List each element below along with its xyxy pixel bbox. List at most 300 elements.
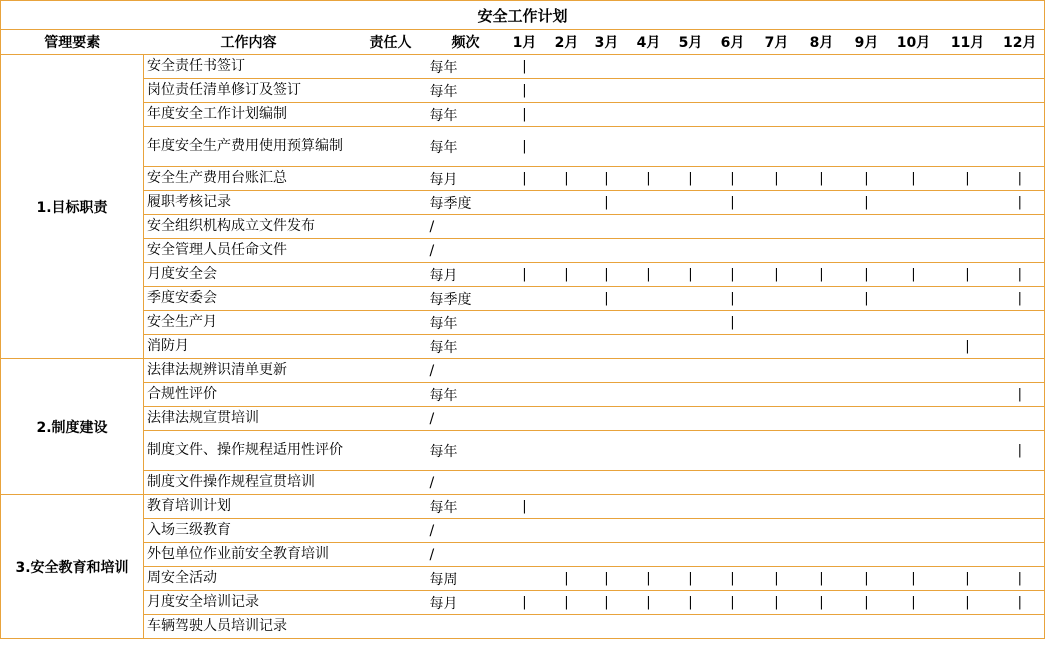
month-cell bbox=[846, 167, 888, 191]
month-cell bbox=[504, 127, 546, 167]
month-cell bbox=[710, 495, 756, 519]
work-content-cell: 履职考核记录 bbox=[144, 191, 354, 215]
month-cell bbox=[626, 543, 672, 567]
month-cell bbox=[672, 215, 710, 239]
month-cell bbox=[798, 311, 846, 335]
month-cell bbox=[504, 383, 546, 407]
month-cell bbox=[672, 383, 710, 407]
table-row bbox=[1, 287, 1045, 311]
header-month: 7月 bbox=[756, 30, 798, 55]
month-cell bbox=[798, 591, 846, 615]
table-row bbox=[1, 383, 1045, 407]
month-cell bbox=[546, 407, 588, 431]
owner-cell bbox=[354, 239, 428, 263]
work-content-cell: 季度安委会 bbox=[144, 287, 354, 311]
frequency-cell: 每周 bbox=[428, 567, 504, 591]
month-cell bbox=[710, 55, 756, 79]
month-cell bbox=[940, 335, 996, 359]
month-cell bbox=[588, 383, 626, 407]
month-cell bbox=[672, 471, 710, 495]
schedule-mark: | bbox=[604, 267, 609, 282]
month-cell bbox=[626, 359, 672, 383]
month-cell bbox=[546, 287, 588, 311]
header-element: 管理要素 bbox=[1, 30, 144, 55]
month-cell bbox=[996, 471, 1045, 495]
schedule-mark: | bbox=[1017, 571, 1022, 586]
schedule-mark: | bbox=[1017, 267, 1022, 282]
month-cell bbox=[996, 239, 1045, 263]
work-content-cell: 年度安全生产费用使用预算编制 bbox=[144, 127, 354, 167]
month-cell bbox=[626, 615, 672, 639]
month-cell bbox=[626, 471, 672, 495]
month-cell bbox=[888, 191, 940, 215]
month-cell bbox=[588, 263, 626, 287]
month-cell bbox=[672, 239, 710, 263]
month-cell bbox=[888, 471, 940, 495]
month-cell bbox=[672, 287, 710, 311]
month-cell bbox=[756, 359, 798, 383]
month-cell bbox=[756, 127, 798, 167]
frequency-cell: / bbox=[428, 407, 504, 431]
month-cell bbox=[940, 615, 996, 639]
month-cell bbox=[940, 471, 996, 495]
schedule-mark: | bbox=[730, 595, 735, 610]
month-cell bbox=[798, 543, 846, 567]
month-cell bbox=[940, 407, 996, 431]
month-cell bbox=[546, 567, 588, 591]
schedule-mark: | bbox=[864, 195, 869, 210]
month-cell bbox=[672, 495, 710, 519]
month-cell bbox=[888, 543, 940, 567]
month-cell bbox=[626, 239, 672, 263]
month-cell bbox=[940, 79, 996, 103]
table-row bbox=[1, 359, 1045, 383]
month-cell bbox=[846, 191, 888, 215]
owner-cell bbox=[354, 191, 428, 215]
month-cell bbox=[888, 383, 940, 407]
month-cell bbox=[756, 79, 798, 103]
month-cell bbox=[996, 591, 1045, 615]
month-cell bbox=[888, 55, 940, 79]
work-content-cell: 法律法规宣贯培训 bbox=[144, 407, 354, 431]
month-cell bbox=[888, 215, 940, 239]
month-cell bbox=[798, 167, 846, 191]
month-cell bbox=[888, 431, 940, 471]
month-cell bbox=[710, 311, 756, 335]
month-cell bbox=[798, 215, 846, 239]
month-cell bbox=[756, 519, 798, 543]
month-cell bbox=[546, 383, 588, 407]
month-cell bbox=[626, 167, 672, 191]
owner-cell bbox=[354, 383, 428, 407]
schedule-mark: | bbox=[730, 291, 735, 306]
month-cell bbox=[940, 311, 996, 335]
month-cell bbox=[940, 519, 996, 543]
month-cell bbox=[756, 407, 798, 431]
frequency-cell: 每年 bbox=[428, 127, 504, 167]
month-cell bbox=[798, 239, 846, 263]
group-label: 3.安全教育和培训 bbox=[1, 495, 144, 639]
month-cell bbox=[846, 215, 888, 239]
schedule-mark: | bbox=[564, 267, 569, 282]
month-cell bbox=[546, 127, 588, 167]
month-cell bbox=[546, 431, 588, 471]
frequency-cell: 每季度 bbox=[428, 287, 504, 311]
month-cell bbox=[940, 431, 996, 471]
month-cell bbox=[996, 519, 1045, 543]
schedule-mark: | bbox=[819, 595, 824, 610]
month-cell bbox=[504, 215, 546, 239]
header-month: 8月 bbox=[798, 30, 846, 55]
header-month: 2月 bbox=[546, 30, 588, 55]
month-cell bbox=[626, 191, 672, 215]
month-cell bbox=[940, 55, 996, 79]
frequency-cell: 每年 bbox=[428, 495, 504, 519]
month-cell bbox=[626, 127, 672, 167]
schedule-mark: | bbox=[1017, 443, 1022, 458]
schedule-mark: | bbox=[646, 595, 651, 610]
month-cell bbox=[504, 263, 546, 287]
month-cell bbox=[504, 79, 546, 103]
month-cell bbox=[588, 543, 626, 567]
schedule-mark: | bbox=[730, 571, 735, 586]
schedule-mark: | bbox=[688, 595, 693, 610]
month-cell bbox=[756, 495, 798, 519]
frequency-cell: 每月 bbox=[428, 167, 504, 191]
month-cell bbox=[710, 471, 756, 495]
schedule-mark: | bbox=[1017, 595, 1022, 610]
month-cell bbox=[546, 359, 588, 383]
month-cell bbox=[996, 191, 1045, 215]
schedule-mark: | bbox=[522, 107, 527, 122]
header-month: 9月 bbox=[846, 30, 888, 55]
month-cell bbox=[672, 103, 710, 127]
month-cell bbox=[672, 431, 710, 471]
month-cell bbox=[710, 167, 756, 191]
month-cell bbox=[588, 287, 626, 311]
header-content: 工作内容 bbox=[144, 30, 354, 55]
month-cell bbox=[546, 103, 588, 127]
schedule-mark: | bbox=[646, 171, 651, 186]
month-cell bbox=[996, 335, 1045, 359]
month-cell bbox=[846, 239, 888, 263]
month-cell bbox=[710, 383, 756, 407]
month-cell bbox=[888, 127, 940, 167]
work-content-cell: 月度安全会 bbox=[144, 263, 354, 287]
month-cell bbox=[846, 407, 888, 431]
schedule-mark: | bbox=[730, 315, 735, 330]
month-cell bbox=[546, 263, 588, 287]
schedule-mark: | bbox=[522, 499, 527, 514]
schedule-mark: | bbox=[774, 171, 779, 186]
month-cell bbox=[798, 103, 846, 127]
frequency-cell: 每年 bbox=[428, 55, 504, 79]
month-cell bbox=[504, 311, 546, 335]
month-cell bbox=[888, 519, 940, 543]
table-row bbox=[1, 471, 1045, 495]
owner-cell bbox=[354, 359, 428, 383]
table-row bbox=[1, 431, 1045, 471]
month-cell bbox=[756, 431, 798, 471]
month-cell bbox=[798, 191, 846, 215]
schedule-mark: | bbox=[646, 571, 651, 586]
owner-cell bbox=[354, 167, 428, 191]
month-cell bbox=[626, 79, 672, 103]
owner-cell bbox=[354, 431, 428, 471]
month-cell bbox=[888, 167, 940, 191]
month-cell bbox=[798, 407, 846, 431]
month-cell bbox=[756, 591, 798, 615]
month-cell bbox=[626, 335, 672, 359]
month-cell bbox=[798, 79, 846, 103]
work-content-cell: 教育培训计划 bbox=[144, 495, 354, 519]
owner-cell bbox=[354, 55, 428, 79]
month-cell bbox=[940, 359, 996, 383]
month-cell bbox=[940, 543, 996, 567]
work-content-cell: 安全生产月 bbox=[144, 311, 354, 335]
month-cell bbox=[846, 55, 888, 79]
month-cell bbox=[756, 287, 798, 311]
month-cell bbox=[940, 495, 996, 519]
owner-cell bbox=[354, 471, 428, 495]
month-cell bbox=[672, 191, 710, 215]
schedule-mark: | bbox=[774, 595, 779, 610]
header-month: 1月 bbox=[504, 30, 546, 55]
month-cell bbox=[588, 167, 626, 191]
work-content-cell: 年度安全工作计划编制 bbox=[144, 103, 354, 127]
month-cell bbox=[672, 55, 710, 79]
month-cell bbox=[756, 103, 798, 127]
month-cell bbox=[996, 287, 1045, 311]
month-cell bbox=[940, 567, 996, 591]
work-content-cell: 安全责任书签订 bbox=[144, 55, 354, 79]
table-row bbox=[1, 263, 1045, 287]
month-cell bbox=[504, 239, 546, 263]
month-cell bbox=[504, 287, 546, 311]
month-cell bbox=[996, 311, 1045, 335]
month-cell bbox=[626, 215, 672, 239]
month-cell bbox=[588, 103, 626, 127]
month-cell bbox=[940, 191, 996, 215]
month-cell bbox=[672, 591, 710, 615]
schedule-mark: | bbox=[965, 171, 970, 186]
schedule-mark: | bbox=[911, 267, 916, 282]
month-cell bbox=[588, 191, 626, 215]
month-cell bbox=[588, 407, 626, 431]
month-cell bbox=[626, 103, 672, 127]
month-cell bbox=[626, 567, 672, 591]
month-cell bbox=[672, 311, 710, 335]
month-cell bbox=[888, 407, 940, 431]
month-cell bbox=[504, 471, 546, 495]
table-row bbox=[1, 191, 1045, 215]
table-row bbox=[1, 567, 1045, 591]
month-cell bbox=[798, 615, 846, 639]
month-cell bbox=[710, 335, 756, 359]
month-cell bbox=[996, 55, 1045, 79]
month-cell bbox=[710, 615, 756, 639]
month-cell bbox=[798, 335, 846, 359]
month-cell bbox=[626, 495, 672, 519]
month-cell bbox=[940, 215, 996, 239]
month-cell bbox=[846, 103, 888, 127]
schedule-mark: | bbox=[604, 291, 609, 306]
work-content-cell: 消防月 bbox=[144, 335, 354, 359]
month-cell bbox=[504, 591, 546, 615]
schedule-mark: | bbox=[1017, 195, 1022, 210]
table-row bbox=[1, 311, 1045, 335]
table-row bbox=[1, 519, 1045, 543]
owner-cell bbox=[354, 127, 428, 167]
month-cell bbox=[756, 191, 798, 215]
table-row bbox=[1, 167, 1045, 191]
owner-cell bbox=[354, 79, 428, 103]
frequency-cell: / bbox=[428, 239, 504, 263]
month-cell bbox=[504, 359, 546, 383]
month-cell bbox=[996, 79, 1045, 103]
month-cell bbox=[504, 335, 546, 359]
month-cell bbox=[846, 127, 888, 167]
work-content-cell: 制度文件、操作规程适用性评价 bbox=[144, 431, 354, 471]
month-cell bbox=[504, 103, 546, 127]
table-row bbox=[1, 55, 1045, 79]
month-cell bbox=[588, 495, 626, 519]
month-cell bbox=[996, 359, 1045, 383]
month-cell bbox=[756, 311, 798, 335]
month-cell bbox=[546, 591, 588, 615]
month-cell bbox=[504, 519, 546, 543]
month-cell bbox=[996, 543, 1045, 567]
month-cell bbox=[710, 431, 756, 471]
month-cell bbox=[756, 543, 798, 567]
month-cell bbox=[710, 519, 756, 543]
work-content-cell: 法律法规辨识清单更新 bbox=[144, 359, 354, 383]
month-cell bbox=[756, 615, 798, 639]
schedule-mark: | bbox=[730, 195, 735, 210]
schedule-mark: | bbox=[1017, 387, 1022, 402]
month-cell bbox=[546, 615, 588, 639]
month-cell bbox=[996, 263, 1045, 287]
month-cell bbox=[846, 263, 888, 287]
month-cell bbox=[798, 127, 846, 167]
schedule-mark: | bbox=[819, 571, 824, 586]
month-cell bbox=[846, 335, 888, 359]
schedule-mark: | bbox=[774, 267, 779, 282]
month-cell bbox=[672, 359, 710, 383]
plan-body bbox=[1, 55, 1045, 639]
month-cell bbox=[672, 567, 710, 591]
month-cell bbox=[504, 495, 546, 519]
month-cell bbox=[672, 167, 710, 191]
month-cell bbox=[546, 335, 588, 359]
schedule-mark: | bbox=[1017, 291, 1022, 306]
month-cell bbox=[846, 287, 888, 311]
schedule-mark: | bbox=[604, 595, 609, 610]
schedule-mark: | bbox=[688, 571, 693, 586]
month-cell bbox=[798, 55, 846, 79]
month-cell bbox=[996, 431, 1045, 471]
month-cell bbox=[888, 359, 940, 383]
header-month: 5月 bbox=[672, 30, 710, 55]
table-row bbox=[1, 543, 1045, 567]
header-month: 3月 bbox=[588, 30, 626, 55]
month-cell bbox=[710, 407, 756, 431]
month-cell bbox=[588, 239, 626, 263]
schedule-mark: | bbox=[965, 267, 970, 282]
owner-cell bbox=[354, 519, 428, 543]
owner-cell bbox=[354, 263, 428, 287]
month-cell bbox=[710, 287, 756, 311]
month-cell bbox=[888, 79, 940, 103]
month-cell bbox=[996, 495, 1045, 519]
schedule-mark: | bbox=[564, 571, 569, 586]
work-content-cell: 岗位责任清单修订及签订 bbox=[144, 79, 354, 103]
month-cell bbox=[504, 55, 546, 79]
table-row bbox=[1, 407, 1045, 431]
schedule-mark: | bbox=[864, 171, 869, 186]
schedule-mark: | bbox=[688, 267, 693, 282]
month-cell bbox=[888, 103, 940, 127]
month-cell bbox=[756, 335, 798, 359]
month-cell bbox=[546, 495, 588, 519]
frequency-cell: 每年 bbox=[428, 431, 504, 471]
work-content-cell: 月度安全培训记录 bbox=[144, 591, 354, 615]
month-cell bbox=[588, 431, 626, 471]
owner-cell bbox=[354, 335, 428, 359]
month-cell bbox=[996, 383, 1045, 407]
month-cell bbox=[672, 519, 710, 543]
header-month: 12月 bbox=[996, 30, 1045, 55]
month-cell bbox=[940, 239, 996, 263]
schedule-mark: | bbox=[604, 571, 609, 586]
header-month: 4月 bbox=[626, 30, 672, 55]
month-cell bbox=[756, 383, 798, 407]
month-cell bbox=[710, 567, 756, 591]
header-month: 11月 bbox=[940, 30, 996, 55]
header-row bbox=[1, 30, 1045, 55]
month-cell bbox=[996, 567, 1045, 591]
month-cell bbox=[798, 471, 846, 495]
month-cell bbox=[710, 239, 756, 263]
schedule-mark: | bbox=[911, 171, 916, 186]
month-cell bbox=[888, 335, 940, 359]
work-content-cell: 周安全活动 bbox=[144, 567, 354, 591]
header-frequency: 频次 bbox=[428, 30, 504, 55]
owner-cell bbox=[354, 495, 428, 519]
table-row bbox=[1, 591, 1045, 615]
table-row bbox=[1, 215, 1045, 239]
month-cell bbox=[588, 471, 626, 495]
schedule-mark: | bbox=[522, 267, 527, 282]
month-cell bbox=[546, 311, 588, 335]
month-cell bbox=[672, 615, 710, 639]
month-cell bbox=[940, 287, 996, 311]
work-content-cell: 入场三级教育 bbox=[144, 519, 354, 543]
month-cell bbox=[888, 615, 940, 639]
month-cell bbox=[504, 567, 546, 591]
month-cell bbox=[626, 263, 672, 287]
month-cell bbox=[756, 215, 798, 239]
month-cell bbox=[588, 615, 626, 639]
month-cell bbox=[888, 591, 940, 615]
month-cell bbox=[546, 79, 588, 103]
month-cell bbox=[626, 431, 672, 471]
month-cell bbox=[710, 263, 756, 287]
month-cell bbox=[626, 519, 672, 543]
month-cell bbox=[940, 591, 996, 615]
table-row bbox=[1, 79, 1045, 103]
schedule-mark: | bbox=[819, 171, 824, 186]
